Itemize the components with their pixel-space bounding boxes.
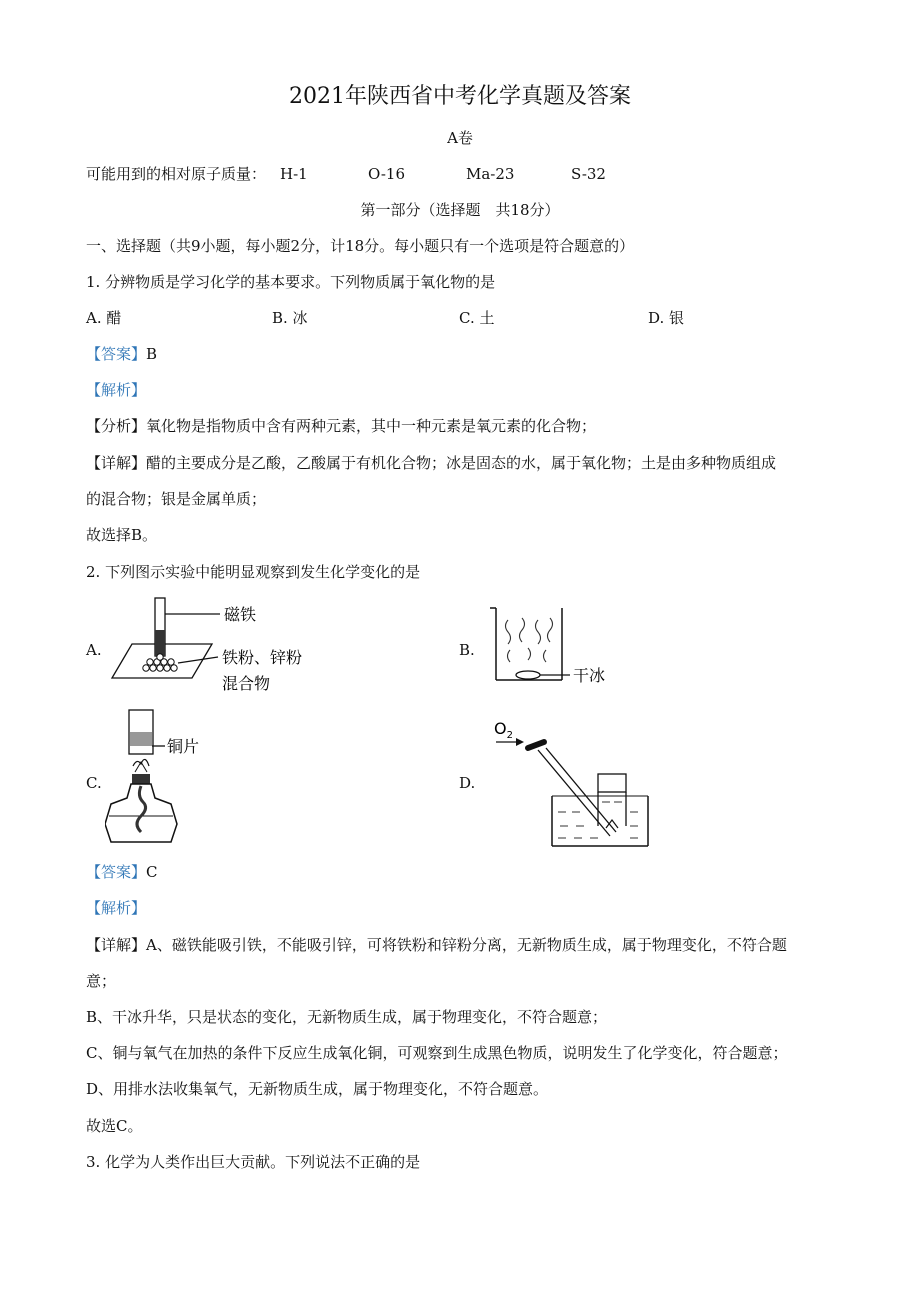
atomic-mass-s: S-32	[571, 165, 606, 183]
q2-stem: 2. 下列图示实验中能明显观察到发生化学变化的是	[86, 563, 421, 581]
figure-a-magnet-label: 磁铁	[224, 605, 257, 624]
q2-detail-b: B、干冰升华，只是状态的变化，无新物质生成，属于物理变化，不符合题意；	[86, 1008, 608, 1026]
q1-option-c: C. 土	[459, 309, 495, 327]
part1-heading: 第一部分（选择题 共18分）	[360, 201, 560, 219]
q2-detail-a-text1: A、磁铁能吸引铁，不能吸引锌，可将铁粉和锌粉分离，无新物质生成，属于物理变化，不符合题	[146, 936, 787, 954]
q1-option-b: B. 冰	[272, 309, 308, 327]
q2-analysis-tag: 【解析】	[86, 899, 147, 917]
q1-option-d: D. 银	[648, 309, 685, 327]
q2-conclusion: 故选C。	[86, 1117, 143, 1135]
atomic-mass-ma: Ma-23	[466, 165, 515, 183]
figure-c-copper-heating	[105, 708, 215, 850]
atomic-mass-h: H-1	[280, 165, 308, 183]
q2-option-a-letter: A.	[86, 641, 102, 659]
page-title: 2021年陕西省中考化学真题及答案	[289, 84, 631, 109]
q1-fenxi	[86, 416, 596, 436]
q1-detail-line1	[86, 453, 776, 473]
figure-a-magnet	[100, 596, 330, 701]
figure-a-mixture-label: 混合物	[222, 674, 271, 693]
figure-d-oxygen-label	[494, 719, 513, 741]
q1-answer-tag: 【答案】	[86, 345, 147, 363]
atomic-mass-label: 可能用到的相对原子质量：	[86, 165, 267, 183]
q2-answer-value: C	[146, 863, 158, 881]
q1-conclusion: 故选择B。	[86, 526, 158, 544]
figure-b-dry-ice-beaker	[488, 604, 623, 694]
atomic-mass-o: O-16	[368, 165, 406, 183]
section-intro: 一、选择题（共9小题，每小题2分，计18分。每小题只有一个选项是符合题意的）	[86, 237, 635, 255]
q1-detail-text1: 醋的主要成分是乙酸，乙酸属于有机化合物；冰是固态的水，属于氧化物；土是由多种物质组成	[146, 454, 777, 472]
q2-detail-a-line2: 意；	[86, 972, 117, 990]
q1-answer-value: B	[146, 345, 158, 363]
q1-detail-line2: 的混合物；银是金属单质；	[86, 490, 267, 508]
q1-fenxi-tag: 【分析】	[86, 417, 147, 435]
q1-detail-tag: 【详解】	[86, 454, 147, 472]
figure-a-powder-label: 铁粉、锌粉	[222, 648, 303, 667]
figure-d-water-displacement	[490, 718, 670, 856]
figure-b-dry-ice-label: 干冰	[573, 666, 606, 685]
q2-answer-tag: 【答案】	[86, 863, 147, 881]
q2-answer	[86, 862, 158, 882]
q2-detail-a-line1	[86, 935, 787, 955]
q2-option-c-letter: C.	[86, 774, 102, 792]
q2-option-b-letter: B.	[459, 641, 475, 659]
q2-option-d-letter: D.	[459, 774, 476, 792]
q1-answer	[86, 344, 157, 364]
paper-label: A卷	[447, 129, 473, 147]
q2-detail-c: C、铜与氧气在加热的条件下反应生成氧化铜，可观察到生成黑色物质，说明发生了化学变化，符合题意；	[86, 1044, 788, 1062]
q1-analysis-tag: 【解析】	[86, 381, 147, 399]
q1-option-a: A. 醋	[86, 309, 122, 327]
figure-d-oxygen-subscript: 2	[506, 730, 513, 741]
figure-d-oxygen-symbol: O	[494, 719, 507, 738]
q1-stem: 1. 分辨物质是学习化学的基本要求。下列物质属于氧化物的是	[86, 273, 496, 291]
q3-stem: 3. 化学为人类作出巨大贡献。下列说法不正确的是	[86, 1153, 421, 1171]
q2-detail-d: D、用排水法收集氧气，无新物质生成，属于物理变化，不符合题意。	[86, 1080, 549, 1098]
figure-c-copper-label: 铜片	[167, 737, 200, 756]
q1-fenxi-text: 氧化物是指物质中含有两种元素，其中一种元素是氧元素的化合物；	[146, 417, 597, 435]
q2-detail-tag: 【详解】	[86, 936, 147, 954]
